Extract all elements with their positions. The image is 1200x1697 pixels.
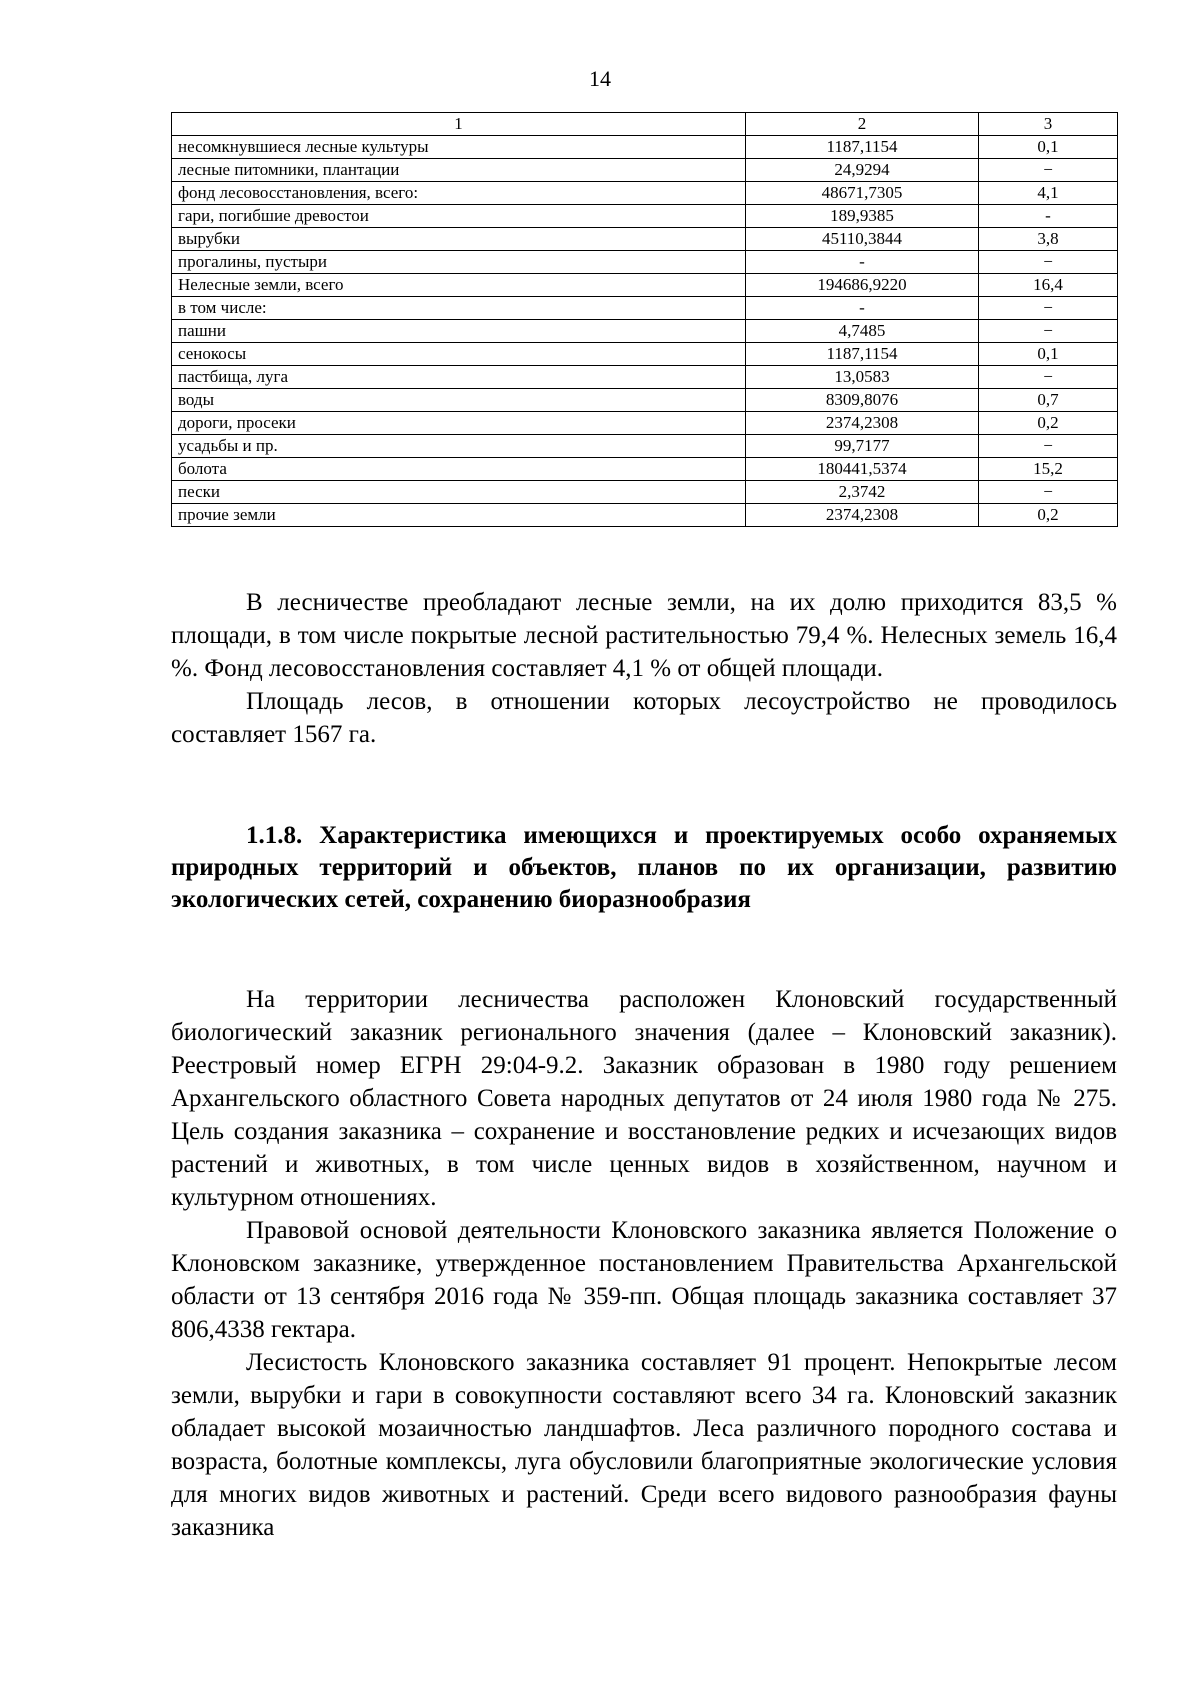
- land-category-cell: сенокосы: [172, 343, 746, 366]
- table-row: [172, 458, 1118, 481]
- table-row: [172, 481, 1118, 504]
- land-category-cell: лесные питомники, плантации: [172, 159, 746, 182]
- table-row: [172, 228, 1118, 251]
- percent-value-cell: −: [979, 297, 1118, 320]
- percent-value-cell: 16,4: [979, 274, 1118, 297]
- area-value-cell: 194686,9220: [746, 274, 979, 297]
- table-row: [172, 389, 1118, 412]
- summary-text-block: [171, 586, 1117, 751]
- land-category-cell: болота: [172, 458, 746, 481]
- section-heading: 1.1.8. Характеристика имеющихся и проектируемых особо охраняемых природных территорий и объектов, планов по их организации, развитию экологических сетей, сохранению биоразнообразия: [171, 822, 1117, 913]
- paragraph: На территории лесничества расположен Клоновский государственный биологический заказник регионального значения (далее – Клоновский заказник). Реестровый номер ЕГРН 29:04-9.2. Заказник образован в 1980 году решением Архангельского областного Совета народных депутатов от 24 июля 1980 года № 275. Цель создания заказника – сохранение и восстановление редких и исчезающих видов растений и животных, в том числе ценных видов в хозяйственном, научном и культурном отношениях.: [171, 986, 1117, 1211]
- table-row: [172, 435, 1118, 458]
- column-number-3: 3: [979, 113, 1118, 136]
- paragraph: Правовой основой деятельности Клоновского заказника является Положение о Клоновском заказнике, утвержденное постановлением Правительства Архангельской области от 13 сентября 2016 года № 359-пп. Общая площадь заказника составляет 37 806,4338 гектара.: [171, 1217, 1117, 1343]
- table-row: [172, 320, 1118, 343]
- percent-value-cell: −: [979, 435, 1118, 458]
- table-header-row: [172, 113, 1118, 136]
- table-row: [172, 159, 1118, 182]
- area-value-cell: 2,3742: [746, 481, 979, 504]
- percent-value-cell: 4,1: [979, 182, 1118, 205]
- land-category-cell: дороги, просеки: [172, 412, 746, 435]
- area-value-cell: 13,0583: [746, 366, 979, 389]
- area-value-cell: 48671,7305: [746, 182, 979, 205]
- area-value-cell: 1187,1154: [746, 136, 979, 159]
- table-row: [172, 251, 1118, 274]
- land-category-cell: гари, погибшие древостои: [172, 205, 746, 228]
- table-row: [172, 205, 1118, 228]
- percent-value-cell: −: [979, 481, 1118, 504]
- protected-areas-text-block: [171, 983, 1117, 1544]
- area-value-cell: 2374,2308: [746, 504, 979, 527]
- area-value-cell: 1187,1154: [746, 343, 979, 366]
- land-category-cell: вырубки: [172, 228, 746, 251]
- area-value-cell: -: [746, 251, 979, 274]
- area-value-cell: 4,7485: [746, 320, 979, 343]
- land-category-cell: усадьбы и пр.: [172, 435, 746, 458]
- land-category-cell: несомкнувшиеся лесные культуры: [172, 136, 746, 159]
- area-value-cell: 24,9294: [746, 159, 979, 182]
- area-value-cell: 180441,5374: [746, 458, 979, 481]
- table-row: [172, 274, 1118, 297]
- table-row: [172, 297, 1118, 320]
- percent-value-cell: 0,2: [979, 412, 1118, 435]
- area-value-cell: 8309,8076: [746, 389, 979, 412]
- area-value-cell: -: [746, 297, 979, 320]
- table-row: [172, 366, 1118, 389]
- percent-value-cell: −: [979, 320, 1118, 343]
- table-row: [172, 343, 1118, 366]
- column-number-1: 1: [172, 113, 746, 136]
- table-row: [172, 412, 1118, 435]
- percent-value-cell: −: [979, 159, 1118, 182]
- land-category-cell: пастбища, луга: [172, 366, 746, 389]
- land-category-cell: фонд лесовосстановления, всего:: [172, 182, 746, 205]
- land-category-cell: воды: [172, 389, 746, 412]
- percent-value-cell: 3,8: [979, 228, 1118, 251]
- column-number-2: 2: [746, 113, 979, 136]
- percent-value-cell: 15,2: [979, 458, 1118, 481]
- land-category-cell: Нелесные земли, всего: [172, 274, 746, 297]
- land-category-cell: прогалины, пустыри: [172, 251, 746, 274]
- percent-value-cell: 0,1: [979, 343, 1118, 366]
- land-category-cell: в том числе:: [172, 297, 746, 320]
- percent-value-cell: 0,7: [979, 389, 1118, 412]
- percent-value-cell: 0,1: [979, 136, 1118, 159]
- paragraph: Лесистость Клоновского заказника составляет 91 процент. Непокрытые лесом земли, вырубки и гари в совокупности составляют всего 34 га. Клоновский заказник обладает высокой мозаичностью ландшафтов. Леса различного породного состава и возраста, болотные комплексы, луга обусловили благоприятные экологические условия для многих видов животных и растений. Среди всего видового разнообразия фауны заказника: [171, 1349, 1117, 1541]
- page-number: 14: [589, 66, 611, 91]
- percent-value-cell: −: [979, 251, 1118, 274]
- table-row: [172, 504, 1118, 527]
- area-value-cell: 189,9385: [746, 205, 979, 228]
- table-row: [172, 182, 1118, 205]
- area-value-cell: 2374,2308: [746, 412, 979, 435]
- area-value-cell: 99,7177: [746, 435, 979, 458]
- paragraph: Площадь лесов, в отношении которых лесоустройство не проводилось составляет 1567 га.: [171, 688, 1117, 748]
- land-category-cell: пески: [172, 481, 746, 504]
- land-area-table: [171, 112, 1118, 527]
- paragraph: В лесничестве преобладают лесные земли, на их долю приходится 83,5 % площади, в том числе покрытые лесной растительностью 79,4 %. Нелесных земель 16,4 %. Фонд лесовосстановления составляет 4,1 % от общей площади.: [171, 589, 1117, 682]
- land-category-cell: пашни: [172, 320, 746, 343]
- percent-value-cell: −: [979, 366, 1118, 389]
- table-row: [172, 136, 1118, 159]
- area-value-cell: 45110,3844: [746, 228, 979, 251]
- percent-value-cell: -: [979, 205, 1118, 228]
- land-category-cell: прочие земли: [172, 504, 746, 527]
- percent-value-cell: 0,2: [979, 504, 1118, 527]
